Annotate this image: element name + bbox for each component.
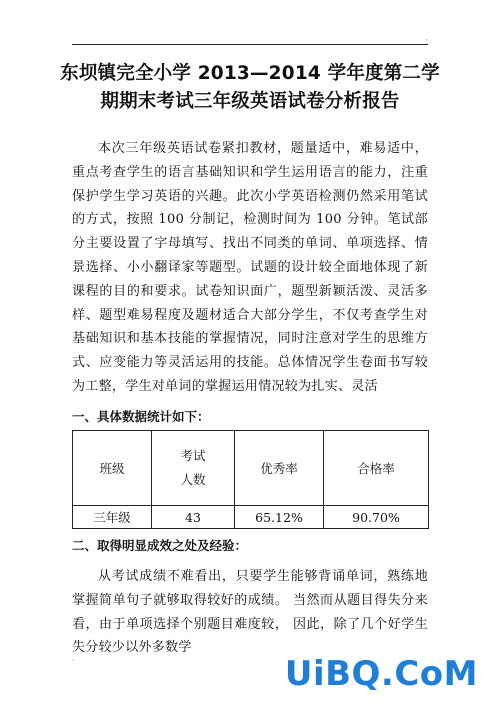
watermark-logo: UiBQ.CoM bbox=[284, 654, 478, 694]
title-line-1: 东坝镇完全小学 2013—2014 学年度第二学 bbox=[60, 63, 440, 84]
header-rule bbox=[72, 44, 428, 45]
header-excellent-rate: 优秀率 bbox=[235, 431, 324, 506]
statistics-table bbox=[72, 430, 429, 529]
corner-mark: · bbox=[425, 36, 428, 45]
section-1-heading: 一、具体数据统计如下： bbox=[72, 409, 210, 424]
footer-mark: · bbox=[72, 656, 75, 665]
document-title bbox=[60, 60, 440, 116]
cell-count: 43 bbox=[152, 506, 235, 529]
section-2-paragraph: 从考试成绩不难看出，只要学生能够背诵单词，熟练地掌握简单句子就够取得较好的成绩。 当然而从题目得失分来看，由于单项选择个别题目难度较， 因此，除了几个好学生失分较少以外多数学 bbox=[72, 569, 428, 656]
table-row bbox=[73, 506, 429, 529]
header-class: 班级 bbox=[73, 431, 152, 506]
title-line-2: 期期末考试三年级英语试卷分析报告 bbox=[100, 91, 400, 112]
section-2-heading: 二、取得明显成效之处及经验： bbox=[72, 538, 248, 553]
header-exam-count bbox=[152, 431, 235, 506]
cell-excellent-rate: 65.12% bbox=[235, 506, 324, 529]
cell-class: 三年级 bbox=[73, 506, 152, 529]
cell-pass-rate: 90.70% bbox=[324, 506, 429, 529]
header-pass-rate: 合格率 bbox=[324, 431, 429, 506]
header-count-line-2: 人数 bbox=[180, 472, 206, 487]
header-count-line-1: 考试 bbox=[180, 448, 206, 463]
intro-paragraph: 本次三年级英语试卷紧扣教材，题量适中，难易适中，重点考查学生的语言基础知识和学生运用语言的能力，注重保护学生学习英语的兴趣。此次小学英语检测仍然采用笔试的方式，按照 100 分制记，检测时间为 100 分钟。笔试部分主要设置了字母填写、找出不同类的单词、单项选择、情景选择、小小翻译家等题型。试题的设计较全面地体现了新课程的目的和要求。试卷知识面广，题型新颖活泼、灵活多样、题型难易程度及题材适合大部分学生，不仅考查学生对基础知识和基本技能的掌握情况，同时注意对学生的思维方式、应变能力等灵活运用的技能。总体情况学生卷面书写较为工整，学生对单词的掌握运用情况较为扎实、灵活 bbox=[72, 141, 428, 394]
table-header-row bbox=[73, 431, 429, 506]
